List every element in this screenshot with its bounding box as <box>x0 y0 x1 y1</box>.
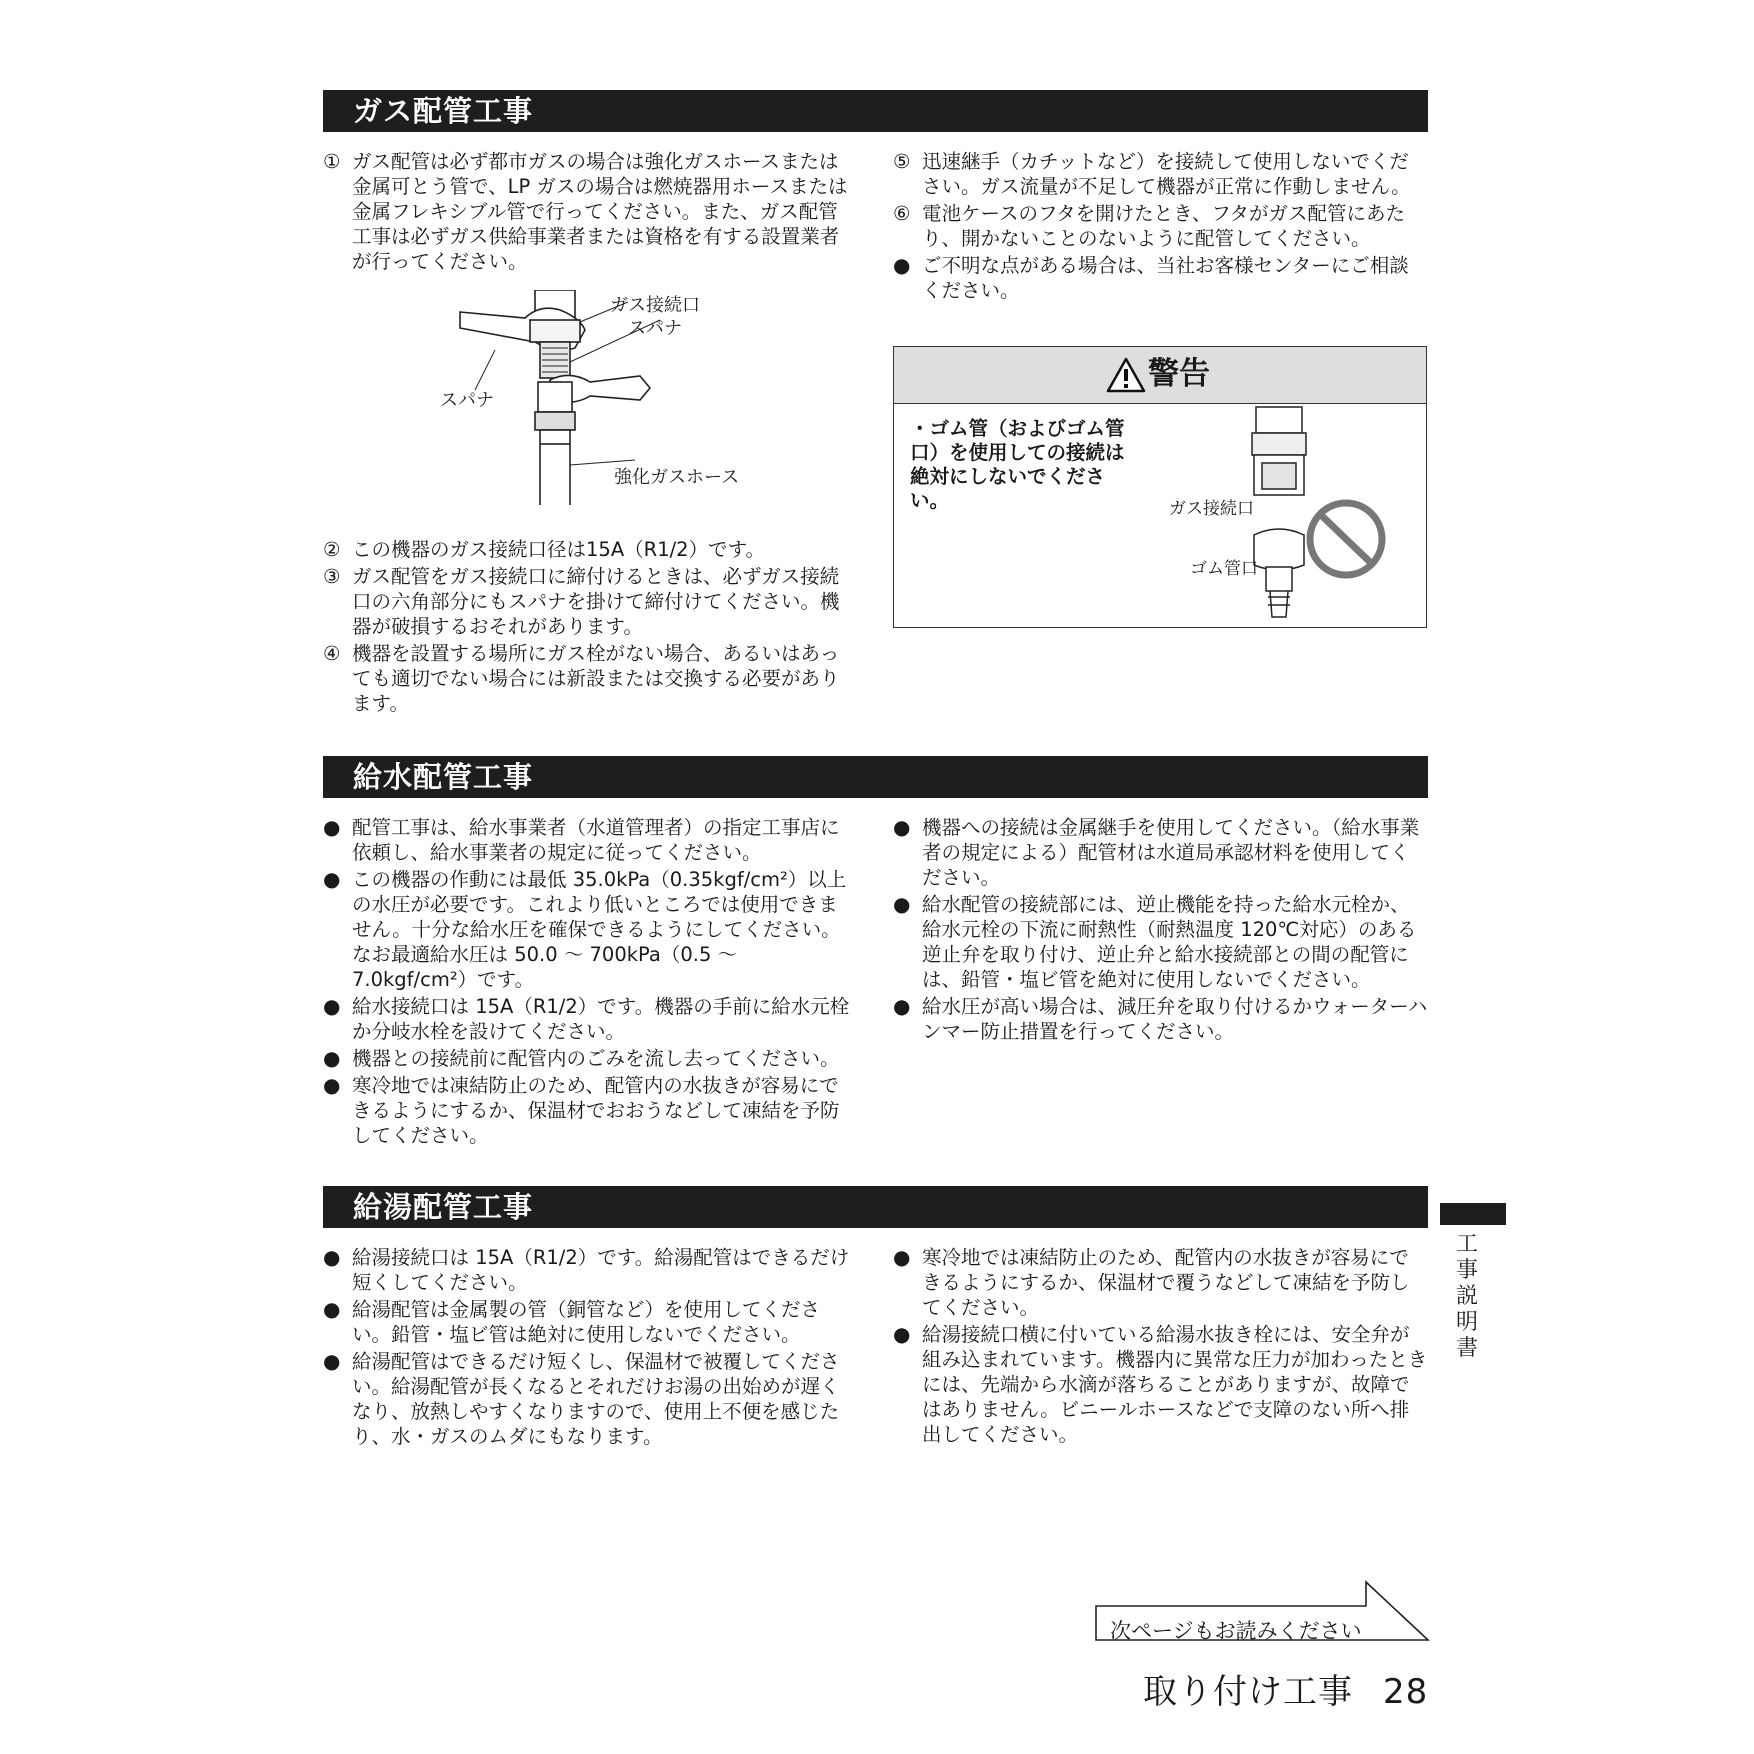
bullet: ● <box>323 994 341 1018</box>
list-item <box>323 1073 853 1148</box>
page-footer <box>1143 1664 1428 1713</box>
bullet: ● <box>323 1245 341 1269</box>
item-text: 給水配管の接続部には、逆止機能を持った給水元栓か、給水元栓の下流に耐熱性（耐熱温度 120℃対応）のある逆止弁を取り付け、逆止弁と給水接続部との間の配管には、鉛管・塩ビ管を絶対に使用しないでください。 <box>922 893 1417 991</box>
list-item <box>893 253 1428 303</box>
side-tab-label: 工事説明書 <box>1455 1232 1478 1361</box>
bullet: ● <box>893 253 911 277</box>
list-item <box>323 564 853 639</box>
warning-triangle-icon <box>1106 357 1146 393</box>
next-page-note: 次ページもお読みください <box>1110 1619 1362 1643</box>
item-text: 機器を設置する場所にガス栓がない場合、あるいはあっても適切でない場合には新設または交換する必要があります。 <box>352 642 840 715</box>
warning-box <box>893 346 1427 628</box>
item-text: この機器の作動には最低 35.0kPa（0.35kgf/cm²）以上の水圧が必要です。これより低いところでは使用できません。十分な給水圧を確保できるようにしてください。なお最適給水圧は 50.0 ～ 700kPa（0.5 ～ 7.0kgf/cm²）です。 <box>352 868 847 991</box>
label-gas-port: ガス接続口 <box>1169 499 1254 519</box>
item-text: ご不明な点がある場合は、当社お客様センターにご相談ください。 <box>922 254 1409 302</box>
gas-left-column-2 <box>323 537 853 716</box>
gas-right-column <box>893 149 1428 303</box>
warning-title: 警告 <box>1148 356 1210 392</box>
section-title: 給水配管工事 <box>353 760 534 794</box>
side-tab-marker <box>1440 1203 1506 1225</box>
list-item <box>323 641 853 716</box>
item-marker: ① <box>323 150 341 173</box>
section-header-hot-water <box>323 1186 1428 1228</box>
label-reinforced-hose: 強化ガスホース <box>614 467 740 488</box>
bullet: ● <box>893 1322 911 1346</box>
bullet: ● <box>893 892 911 916</box>
item-text: 機器への接続は金属継手を使用してください。（給水事業者の規定による）配管材は水道局承認材料を使用してください。 <box>922 816 1420 889</box>
label-spanner: スパナ <box>628 318 682 339</box>
warning-header <box>894 347 1426 404</box>
section-header-gas <box>323 90 1428 132</box>
list-item <box>893 892 1428 992</box>
list-item <box>323 994 853 1044</box>
water-right-column <box>893 815 1428 1044</box>
item-text: 給湯配管はできるだけ短くし、保温材で被覆してください。給湯配管が長くなるとそれだけお湯の出始めが遅くなり、放熱しやすくなりますので、使用上不便を感じたり、水・ガスのムダにもなります。 <box>352 1350 840 1448</box>
item-text: 給湯接続口横に付いている給湯水抜き栓には、安全弁が組み込まれています。機器内に異常な圧力が加わったときには、先端から水滴が落ちることがありますが、故障ではありません。ビニールホースなどで支障のない所へ排出してください。 <box>922 1323 1428 1446</box>
label-spanner: スパナ <box>440 390 494 411</box>
list-item <box>323 1297 853 1347</box>
item-text: ガス配管は必ず都市ガスの場合は強化ガスホースまたは金属可とう管で、LP ガスの場合は燃焼器用ホースまたは金属フレキシブル管で行ってください。また、ガス配管工事は必ずガス供給事業者または資格を有する設置業者が行ってください。 <box>352 150 848 273</box>
list-item <box>323 537 853 562</box>
warning-text: ・ゴム管（およびゴム管口）を使用しての接続は絶対にしないでください。 <box>910 417 1125 512</box>
item-marker: ③ <box>323 565 341 588</box>
list-item <box>893 1245 1428 1320</box>
list-item <box>323 867 853 992</box>
item-text: 配管工事は、給水事業者（水道管理者）の指定工事店に依頼し、給水事業者の規定に従ってください。 <box>352 816 840 864</box>
item-text: 給水圧が高い場合は、減圧弁を取り付けるかウォーターハンマー防止措置を行ってください。 <box>922 995 1428 1043</box>
list-item <box>323 815 853 865</box>
item-marker: ④ <box>323 642 341 665</box>
bullet: ● <box>323 1046 341 1070</box>
list-item <box>323 1245 853 1295</box>
bullet: ● <box>893 815 911 839</box>
rubber-hose-prohibited-figure <box>1224 405 1424 625</box>
list-item <box>323 1046 853 1071</box>
list-item <box>893 149 1428 199</box>
item-text: 給湯配管は金属製の管（銅管など）を使用してください。鉛管・塩ビ管は絶対に使用しないでください。 <box>352 1298 821 1346</box>
item-text: 寒冷地では凍結防止のため、配管内の水抜きが容易にできるようにするか、保温材で覆うなどして凍結を予防してください。 <box>922 1246 1410 1319</box>
water-left-column <box>323 815 853 1148</box>
item-text: 給水接続口は 15A（R1/2）です。機器の手前に給水元栓か分岐水栓を設けてください。 <box>352 995 850 1043</box>
list-item <box>893 1322 1428 1447</box>
item-text: この機器のガス接続口径は15A（R1/2）です。 <box>352 538 766 561</box>
item-text: 電池ケースのフタを開けたとき、フタがガス配管にあたり、開かないことのないように配管してください。 <box>922 202 1406 250</box>
bullet: ● <box>323 1297 341 1321</box>
item-marker: ⑥ <box>893 202 911 225</box>
bullet: ● <box>893 1245 911 1269</box>
bullet: ● <box>323 1349 341 1373</box>
item-text: 寒冷地では凍結防止のため、配管内の水抜きが容易にできるようにするか、保温材でおおうなどして凍結を予防してください。 <box>352 1074 840 1147</box>
list-item <box>893 815 1428 890</box>
page-number: 28 <box>1383 1672 1429 1712</box>
item-text: ガス配管をガス接続口に締付けるときは、必ずガス接続口の六角部分にもスパナを掛けて締付けてください。機器が破損するおそれがあります。 <box>352 565 840 638</box>
list-item <box>893 994 1428 1044</box>
bullet: ● <box>893 994 911 1018</box>
gas-left-column <box>323 149 853 274</box>
hot-left-column <box>323 1245 853 1449</box>
section-title: ガス配管工事 <box>353 94 534 128</box>
hot-right-column <box>893 1245 1428 1447</box>
item-text: 機器との接続前に配管内のごみを流し去ってください。 <box>352 1047 840 1070</box>
footer-section-title: 取り付け工事 <box>1143 1672 1353 1712</box>
bullet: ● <box>323 815 341 839</box>
list-item <box>323 149 853 274</box>
section-title: 給湯配管工事 <box>353 1190 534 1224</box>
item-text: 給湯接続口は 15A（R1/2）です。給湯配管はできるだけ短くしてください。 <box>352 1246 850 1294</box>
item-marker: ⑤ <box>893 150 911 173</box>
list-item <box>893 201 1428 251</box>
item-marker: ② <box>323 538 341 561</box>
item-text: 迅速継手（カチットなど）を接続して使用しないでください。ガス流量が不足して機器が正常に作動しません。 <box>922 150 1411 198</box>
bullet: ● <box>323 1073 341 1097</box>
list-item <box>323 1349 853 1449</box>
label-rubber-port: ゴム管口 <box>1190 559 1258 579</box>
section-header-water <box>323 756 1428 798</box>
bullet: ● <box>323 867 341 891</box>
label-gas-port: ガス接続口 <box>610 295 700 316</box>
